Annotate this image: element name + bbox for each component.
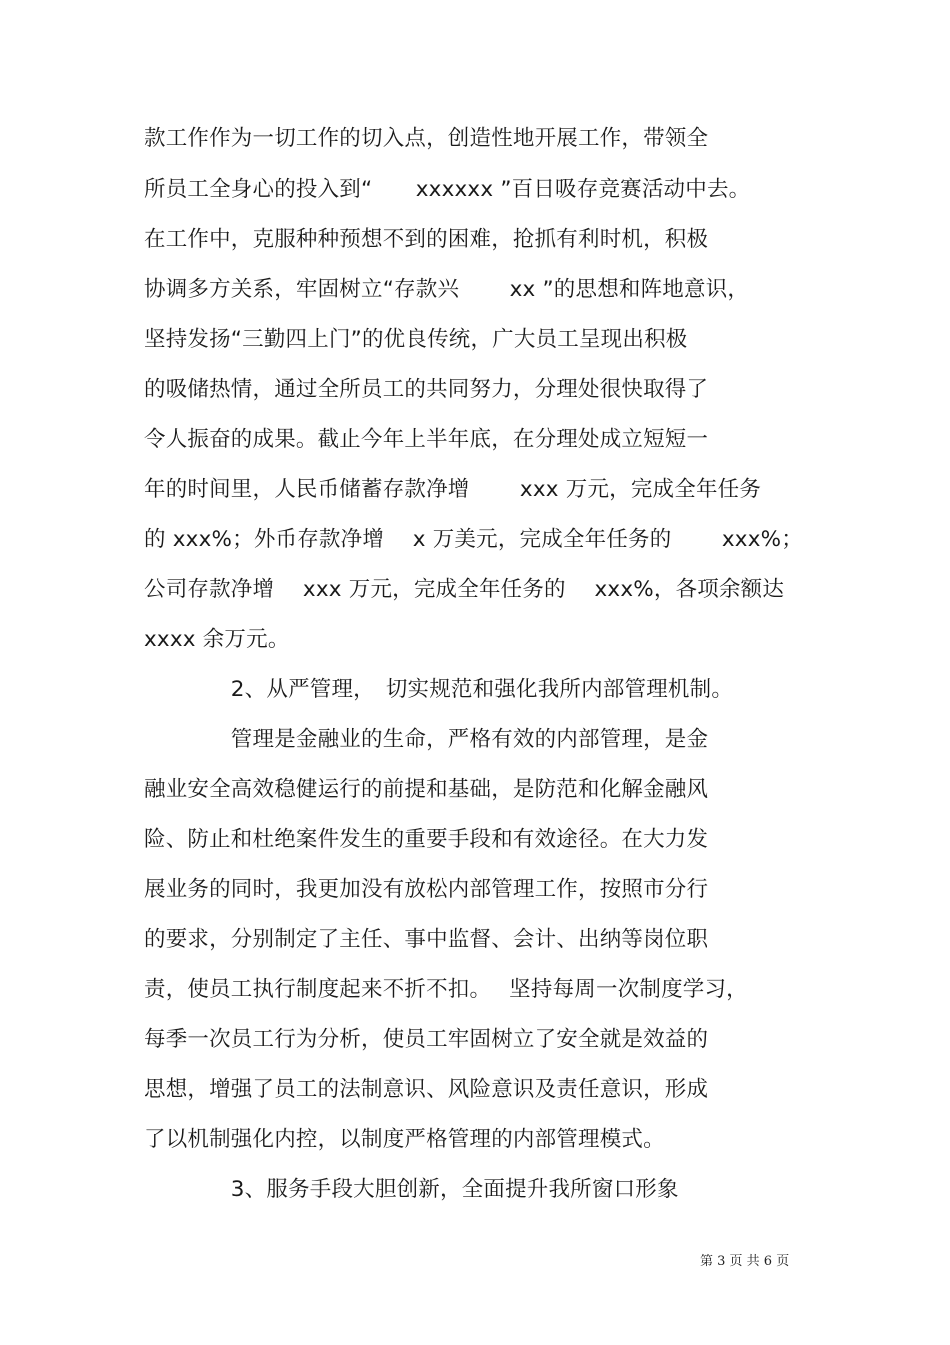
text-line: 了以机制强化内控，以制度严格管理的内部管理模式。 xyxy=(144,1127,665,1152)
text-line: 坚持发扬“三勤四上门”的优良传统，广大员工呈现出积极 xyxy=(144,327,688,352)
section-heading: 3、服务手段大胆创新，全面提升我所窗口形象 xyxy=(144,1177,679,1202)
text-line: 展业务的同时，我更加没有放松内部管理工作，按照市分行 xyxy=(144,877,709,902)
text-line: 年的时间里，人民币储蓄存款净增 xxx 万元，完成全年任务 xyxy=(144,477,762,502)
text-line: xxxx 余万元。 xyxy=(144,627,290,652)
text-line: 的 xxx%；外币存款净增 x 万美元，完成全年任务的 xxx%； xyxy=(144,527,803,552)
text-line: 公司存款净增 xxx 万元，完成全年任务的 xxx%，各项余额达 xyxy=(144,577,785,602)
section-heading: 2、从严管理， 切实规范和强化我所内部管理机制。 xyxy=(144,677,734,702)
text-line: 的吸储热情，通过全所员工的共同努力，分理处很快取得了 xyxy=(144,377,709,402)
text-line: 所员工全身心的投入到“ xxxxxx ”百日吸存竞赛活动中去。 xyxy=(144,177,751,202)
text-line: 每季一次员工行为分析，使员工牢固树立了安全就是效益的 xyxy=(144,1027,709,1052)
text-line: 管理是金融业的生命，严格有效的内部管理，是金 xyxy=(144,727,709,752)
text-line: 协调多方关系，牢固树立“存款兴 xx ”的思想和阵地意识， xyxy=(144,277,750,302)
text-line: 险、防止和杜绝案件发生的重要手段和有效途径。在大力发 xyxy=(144,827,709,852)
text-line: 融业安全高效稳健运行的前提和基础，是防范和化解金融风 xyxy=(144,777,709,802)
text-line: 款工作作为一切工作的切入点，创造性地开展工作，带领全 xyxy=(144,126,709,151)
text-line: 的要求，分别制定了主任、事中监督、会计、出纳等岗位职 xyxy=(144,927,709,952)
text-line: 令人振奋的成果。截止今年上半年底，在分理处成立短短一 xyxy=(144,427,709,452)
text-line: 责，使员工执行制度起来不折不扣。 坚持每周一次制度学习， xyxy=(144,977,748,1002)
text-line: 思想，增强了员工的法制意识、风险意识及责任意识，形成 xyxy=(144,1077,709,1102)
text-line: 在工作中，克服种种预想不到的困难，抢抓有利时机，积极 xyxy=(144,227,709,252)
page-number-footer: 第 3 页 共 6 页 xyxy=(700,1254,790,1269)
